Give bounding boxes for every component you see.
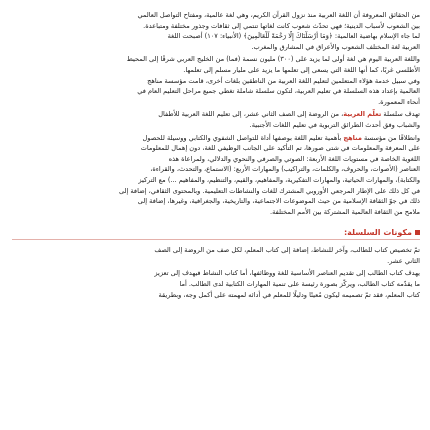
text-line: ذلك في جوّ الثقافة الإسلامية من حيث الموضوعات الاجتماعية، والتاريخية، والجغرافية، وغيرها، إضافة إلى <box>137 197 420 206</box>
text-line: ملامح من الثقافة العالمية المشتركة بين الأمم المختلفة. <box>270 207 420 216</box>
text-line: أنحاء المعمورة. <box>378 97 420 106</box>
section-heading <box>12 228 420 237</box>
text-line: كتاب المعلم، فقد تمّ تصميمه ليكون مُعينًا ودليلًا للمعلم في أدائه لمهمته على أكمل وجه، وبطريقة <box>158 290 420 299</box>
text-line: والكتابة)، والمهارات الحياتية، والمهارات التفكيرية، والمفاهيم، والقيم، والتنظيم، والمفاهيم ...) مع التركيز <box>138 175 420 184</box>
books-purpose-paragraph <box>12 268 420 300</box>
heading-marker-icon <box>415 230 420 235</box>
section-divider <box>12 239 420 240</box>
components-paragraph <box>12 245 420 266</box>
text-line: وفي سبيل خدمة هؤلاء المتعلمين لتعليم اللغة العربية من الناطقين بلغات أخرى، قامت مؤسسة مناهج <box>147 76 420 85</box>
text-line: يهدف كتاب الطالب إلى تقديم العناصر الأساسية للغة ووظائفها، أما كتاب النشاط فيهدف إلى تعزيز <box>154 269 420 278</box>
highlighted-term: تعلّم العربية <box>343 110 382 119</box>
arabic-status-paragraph <box>12 54 420 107</box>
text-line: تهدف سلسلة تعلّم العربية، من الروضة إلى الصف الثاني عشر، إلى تعليم اللغة العربية للأطفال <box>158 110 420 119</box>
text-line: العالمية بإعداد هذه السلسلة في تعليم العربية، لتكون سلسلة شاملة تغطي جميع مراحل التعليم العام في <box>137 87 420 96</box>
text-line: العناصر (الأصوات، والحروف، والكلمات، والتراكيب) والمهارات الأربع: (الاستماع، والتحدث، والقراءة، <box>150 165 420 174</box>
text-line: وانطلاقًا من مؤسسة مناهج بأهمية تعليم اللغة بوصفها أداة للتواصل الشفوي والكتابي ووسيلة للحصول <box>142 133 420 142</box>
text-line: اللغوية الخاصة في مستويات اللغة الأربعة: الصوتي والصرفي والنحوي والدلالي، ولمراعاة هذه <box>168 154 420 163</box>
text-line: والشباب وفق أحدث الطرائق التربوية في تعليم اللغات الأجنبية. <box>249 120 420 129</box>
text-line: ما يقدّمه كتاب الطالب، ويركّز بصورة رئيسة على تنمية المهارات الكتابية لدى الطالب. أما <box>179 280 420 289</box>
text-line: العربية لغة المختلف الشعوب والأعراق في المشارق والمغرب. <box>251 42 420 51</box>
highlighted-term: مناهج <box>343 133 362 142</box>
text-line: في كل ذلك على الإطار المرجعي الأوروبي المشترك للغات والنشاطات التعليمية. وبالمحتوى الثقافي، إضافة إلى <box>118 186 420 195</box>
intro-paragraph <box>12 10 420 52</box>
text-line: لما جاء الإسلام بهاضية العالمية: ﴿وَمَا أَرْسَلْنَاكَ إِلَّا رَحْمَةً لِّلْعَالَمِينَ﴾ (الأنبياء: ١٠٧) أصبحت اللغة <box>167 32 420 41</box>
text-line: الأطلسي غربًا، كما أنها اللغة التي يسعى إلى تعلمها ما يزيد على مليار مسلم إلى تعلمها. <box>183 65 420 74</box>
series-goal-paragraph <box>12 109 420 130</box>
text-line: من الحقائق المعروفة أن اللغة العربية منذ نزول القرآن الكريم، وهي لغة عالمية، ومفتاح التواصل العالمي <box>137 11 420 19</box>
text-line: بين الشعوب لأسباب الدينية؛ فهي تحدّث شعوب كانت لغاتها تنتمي إلى ثقافات وجذور مختلفة ومتباعدة. <box>143 21 420 30</box>
text-line: الثاني عشر. <box>387 256 420 265</box>
series-components-section <box>12 228 420 300</box>
text-line: على المعرفة والمعلومات في شتى صورها، تم التأكيد على الجانب الوظيفي للغة، دون إهمال للمعلومات <box>140 144 420 153</box>
text-line: واللغة العربية اليوم هي لغة أولى لما يزيد على (٣٠٠) مليون نسمة (فما) من الخليج العربي شرقًا إلى المحيط <box>126 55 420 64</box>
text-line: تمّ تخصيص كتاب للطالب، وآخر للنشاط، إضافة إلى كتاب المعلم، لكل صف من الروضة إلى الصف <box>154 246 420 255</box>
section-heading-text: مكونات السلسلة: <box>343 228 412 238</box>
methodology-paragraph <box>12 133 420 218</box>
